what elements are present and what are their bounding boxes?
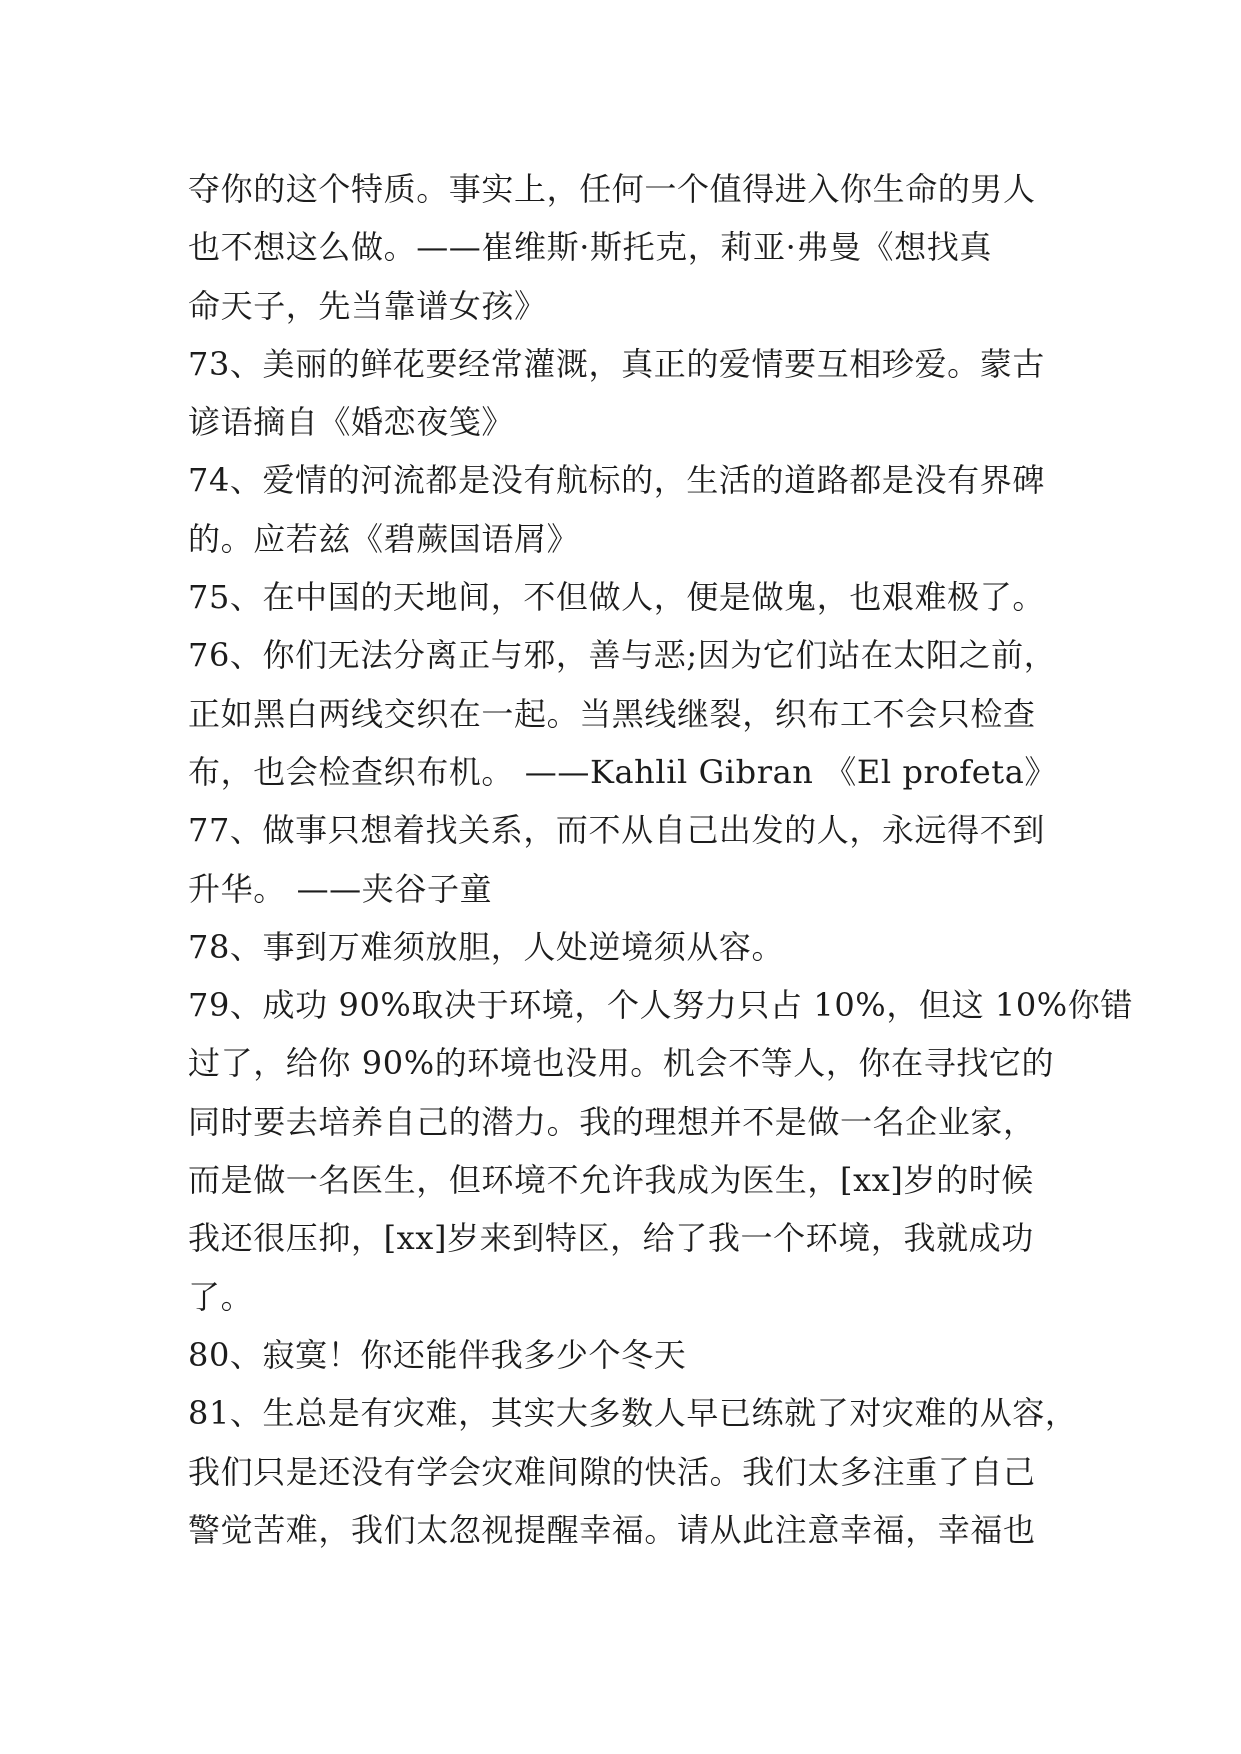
text-line: 我还很压抑，[xx]岁来到特区，给了我一个环境，我就成功: [188, 1219, 1034, 1258]
text-line: 过了，给你 90%的环境也没用。机会不等人，你在寻找它的: [188, 1044, 1055, 1083]
text-line: 命天子，先当靠谱女孩》: [188, 286, 547, 325]
text-line: 75、在中国的天地间，不但做人，便是做鬼，也艰难极了。: [188, 578, 1045, 617]
text-line: 正如黑白两线交织在一起。当黑线继裂，织布工不会只检查: [188, 694, 1036, 733]
text-line: 79、成功 90%取决于环境，个人努力只占 10%，但这 10%你错: [188, 986, 1134, 1025]
text-line: 而是做一名医生，但环境不允许我成为医生，[xx]岁的时候: [188, 1161, 1034, 1200]
text-line: 78、事到万难须放胆，人处逆境须从容。: [188, 927, 785, 966]
text-line: 的。应若兹《碧蕨国语屑》: [188, 519, 580, 558]
text-line: 77、做事只想着找关系，而不从自己出发的人，永远得不到: [188, 811, 1045, 850]
text-line: 警觉苦难，我们太忽视提醒幸福。请从此注意幸福，幸福也: [188, 1510, 1036, 1549]
text-line: 谚语摘自《婚恋夜笺》: [188, 403, 515, 442]
document-body: [188, 160, 1134, 1559]
text-line: 我们只是还没有学会灾难间隙的快活。我们太多注重了自己: [188, 1452, 1036, 1491]
text-line: 81、生总是有灾难，其实大多数人早已练就了对灾难的从容，: [188, 1394, 1078, 1433]
text-line: 布，也会检查织布机。 ——Kahlil Gibran 《El profeta》: [188, 752, 1058, 791]
text-line: 74、爱情的河流都是没有航标的，生活的道路都是没有界碑: [188, 461, 1045, 500]
text-line: 76、你们无法分离正与邪，善与恶;因为它们站在太阳之前，: [188, 636, 1057, 675]
text-line: 80、寂寞！你还能伴我多少个冬天: [188, 1335, 687, 1374]
text-line: 同时要去培养自己的潜力。我的理想并不是做一名企业家，: [188, 1102, 1036, 1141]
text-line: 了。: [188, 1277, 254, 1316]
text-line: 也不想这么做。——崔维斯·斯托克，莉亚·弗曼《想找真: [188, 228, 992, 267]
text-line: 夺你的这个特质。事实上，任何一个值得进入你生命的男人: [188, 170, 1036, 208]
text-line: 73、美丽的鲜花要经常灌溉，真正的爱情要互相珍爱。蒙古: [188, 344, 1045, 383]
text-line: 升华。 ——夹谷子童: [188, 869, 493, 908]
